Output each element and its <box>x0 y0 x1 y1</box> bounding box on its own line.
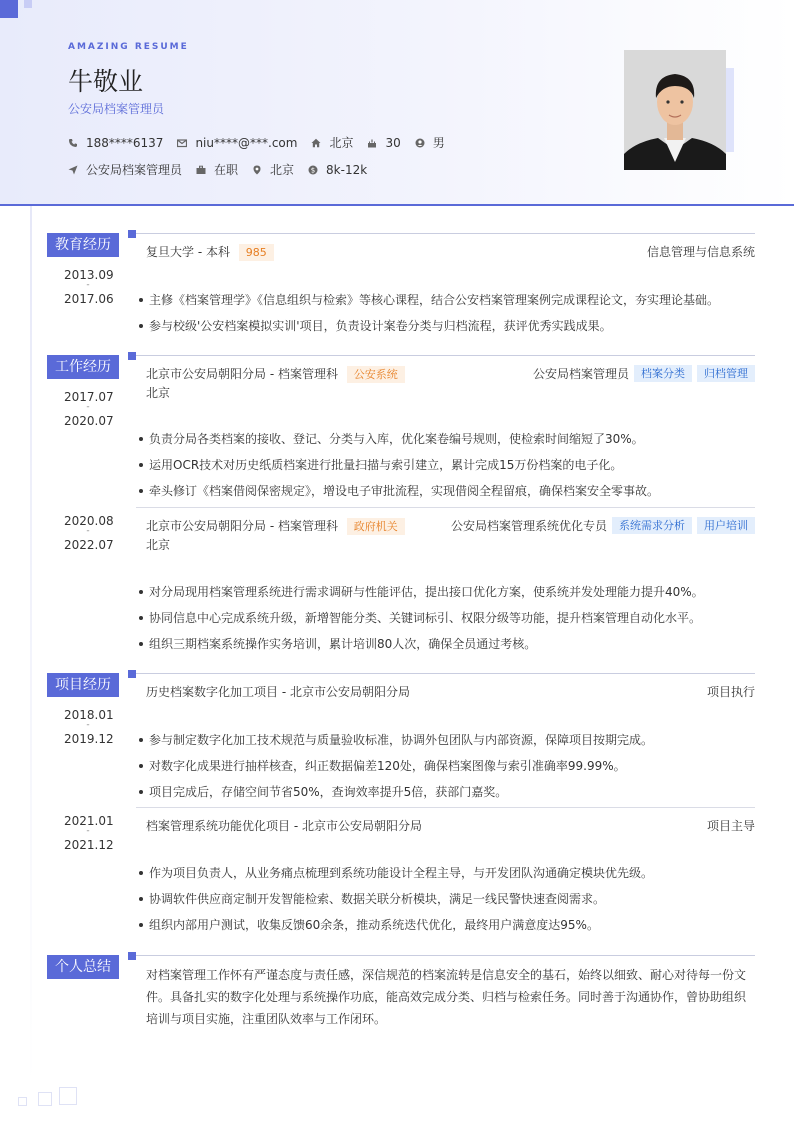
company-block <box>146 365 405 383</box>
gender-icon <box>415 138 425 148</box>
location-pin-icon <box>252 165 262 175</box>
decorative-square <box>0 0 18 18</box>
date-dash: - <box>86 526 90 536</box>
status-item <box>196 161 238 178</box>
list-item: 作为项目负责人，从业务痛点梳理到系统功能设计全程主导，与开发团队沟通确定模块优先级。 <box>138 860 755 886</box>
position-item <box>68 161 182 178</box>
list-item: 组织内部用户测试，收集反馈60余条，推动系统迭代优化，最终用户满意度达95%。 <box>138 912 755 938</box>
date-dash: - <box>86 402 90 412</box>
location-item <box>252 161 294 178</box>
company-name: 北京市公安局朝阳分局 - 档案管理科 <box>146 367 338 381</box>
project-date <box>64 708 112 746</box>
section-title-work: 工作经历 <box>47 355 119 379</box>
section-divider <box>136 355 755 356</box>
list-item: 对分局现用档案管理系统进行需求调研与性能评估，提出接口优化方案，使系统并发处理能力提升40%。 <box>138 579 755 605</box>
list-item: 项目完成后，存储空间节省50%，查询效率提升5倍，获部门嘉奖。 <box>138 779 755 805</box>
school-tag: 985 <box>239 244 274 261</box>
work-date <box>64 390 112 428</box>
education-bullets <box>138 287 755 339</box>
list-item: 负责分局各类档案的接收、登记、分类与入库，优化案卷编号规则，使检索时间缩短了30%。 <box>138 426 755 452</box>
section-marker <box>128 352 136 360</box>
contact-row <box>68 134 459 151</box>
profile-photo <box>624 50 726 170</box>
list-item: 参与校级'公安档案模拟实训'项目，负责设计案卷分类与归档流程，获评优秀实践成果。 <box>138 313 755 339</box>
list-item: 协同信息中心完成系统升级，新增智能分类、关键词标引、权限分级等功能，提升档案管理自动化水平。 <box>138 605 755 631</box>
section-marker <box>128 952 136 960</box>
major: 信息管理与信息系统 <box>646 245 755 259</box>
company-tag: 公安系统 <box>347 366 405 383</box>
work-bullets <box>138 426 755 504</box>
date-end: 2022.07 <box>64 538 114 552</box>
job-position: 公安局档案管理系统优化专员 <box>450 519 607 533</box>
section-divider <box>136 955 755 956</box>
work-location: 北京 <box>146 386 171 400</box>
decorative-square-small <box>24 0 32 8</box>
decorative-square <box>38 1092 52 1106</box>
date-start: 2017.07 <box>64 390 114 404</box>
project-name: 档案管理系统功能优化项目 - 北京市公安局朝阳分局 <box>146 819 422 833</box>
phone-icon <box>68 138 78 148</box>
email-text: niu****@***.com <box>195 135 298 150</box>
list-item: 运用OCR技术对历史纸质档案进行批量扫描与索引建立，累计完成15万份档案的电子化。 <box>138 452 755 478</box>
briefcase-icon <box>196 165 206 175</box>
salary-text: 8k-12k <box>326 162 368 177</box>
entry-divider <box>136 807 755 808</box>
education-date <box>64 268 112 306</box>
skill-tag: 归档管理 <box>697 365 755 382</box>
email-item <box>177 136 297 150</box>
summary-text: 对档案管理工作怀有严谨态度与责任感，深信规范的档案流转是信息安全的基石，始终以细致、耐心对待每一份文件。具备扎实的数字化处理与系统操作功底，能高效完成分类、归档与检索任务。同时善于沟通协作，曾协助组织培训与项目实施，注重团队效率与工作闭环。 <box>146 968 747 1026</box>
resume-header <box>0 0 794 206</box>
school-block <box>146 243 274 261</box>
section-marker <box>128 230 136 238</box>
gender-item <box>415 134 445 151</box>
section-title-summary: 个人总结 <box>47 955 119 979</box>
phone-item <box>68 136 163 150</box>
section-divider <box>136 233 755 234</box>
decorative-square <box>59 1087 77 1105</box>
company-tag: 政府机关 <box>347 518 405 535</box>
school-name: 复旦大学 - 本科 <box>146 245 230 259</box>
date-end: 2017.06 <box>64 292 114 306</box>
date-start: 2013.09 <box>64 268 114 282</box>
date-dash: - <box>86 826 90 836</box>
position-block <box>533 365 755 382</box>
list-item: 对数字化成果进行抽样核查，纠正数据偏差120处，确保档案图像与索引准确率99.99%。 <box>138 753 755 779</box>
date-end: 2020.07 <box>64 414 114 428</box>
project-role: 项目主导 <box>706 819 755 833</box>
project-bullets <box>138 860 755 938</box>
home-icon <box>311 138 321 148</box>
job-position: 公安局档案管理员 <box>532 367 629 381</box>
skill-tag: 档案分类 <box>634 365 692 382</box>
section-title-education: 教育经历 <box>47 233 119 257</box>
date-end: 2021.12 <box>64 838 114 852</box>
skill-tag: 用户培训 <box>697 517 755 534</box>
position-text: 公安局档案管理员 <box>86 163 183 177</box>
work-location: 北京 <box>146 538 171 552</box>
list-item: 参与制定数字化加工技术规范与质量验收标准，协调外包团队与内部资源，保障项目按期完成。 <box>138 727 755 753</box>
entry-divider <box>136 507 755 508</box>
date-dash: - <box>86 720 90 730</box>
skill-tag: 系统需求分析 <box>612 517 692 534</box>
list-item: 主修《档案管理学》《信息组织与检索》等核心课程，结合公安档案管理案例完成课程论文，夯实理论基础。 <box>138 287 755 313</box>
email-icon <box>177 138 187 148</box>
location-text: 北京 <box>270 163 295 177</box>
candidate-role: 公安局档案管理员 <box>68 102 165 116</box>
work-date <box>64 514 112 552</box>
date-end: 2019.12 <box>64 732 114 746</box>
send-icon <box>68 165 78 175</box>
decorative-square <box>18 1097 27 1106</box>
date-dash: - <box>86 280 90 290</box>
intent-row <box>68 161 381 178</box>
gender-text: 男 <box>432 136 445 150</box>
section-divider <box>136 673 755 674</box>
section-title-projects: 项目经历 <box>47 673 119 697</box>
phone-text: 188****6137 <box>86 135 164 150</box>
work-bullets <box>138 579 755 657</box>
cake-icon <box>367 138 377 148</box>
company-name: 北京市公安局朝阳分局 - 档案管理科 <box>146 519 338 533</box>
candidate-name: 牛敬业 <box>68 67 144 96</box>
section-marker <box>128 670 136 678</box>
project-role: 项目执行 <box>706 685 755 699</box>
tagline: AMAZING RESUME <box>68 42 189 52</box>
city-text: 北京 <box>329 136 354 150</box>
project-date <box>64 814 112 852</box>
salary-item <box>308 163 367 177</box>
position-block <box>451 517 755 534</box>
timeline-decoration <box>30 206 32 1086</box>
age-text: 30 <box>385 135 401 150</box>
company-block <box>146 517 405 535</box>
list-item: 协调软件供应商定制开发智能检索、数据关联分析模块，满足一线民警快速查阅需求。 <box>138 886 755 912</box>
list-item: 组织三期档案系统操作实务培训，累计培训80人次，确保全员通过考核。 <box>138 631 755 657</box>
date-start: 2021.01 <box>64 814 114 828</box>
date-start: 2018.01 <box>64 708 114 722</box>
date-start: 2020.08 <box>64 514 114 528</box>
svg-text:$: $ <box>310 166 316 175</box>
list-item: 牵头修订《档案借阅保密规定》，增设电子审批流程，实现借阅全程留痕，确保档案安全零事故。 <box>138 478 755 504</box>
project-bullets <box>138 727 755 805</box>
money-icon <box>308 165 318 175</box>
status-text: 在职 <box>214 163 239 177</box>
project-name: 历史档案数字化加工项目 - 北京市公安局朝阳分局 <box>146 685 410 699</box>
age-item <box>367 136 400 150</box>
city-item <box>311 134 353 151</box>
